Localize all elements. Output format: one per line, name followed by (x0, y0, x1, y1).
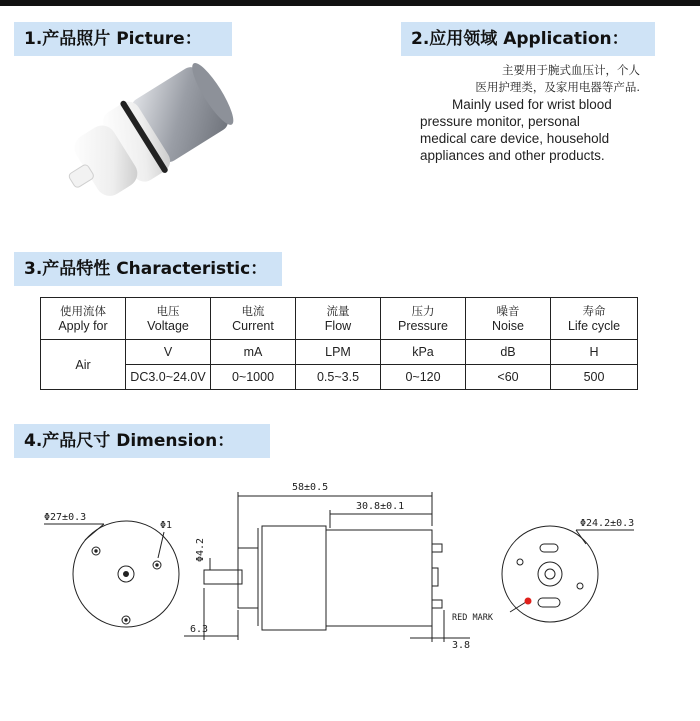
unit-cell: LPM (296, 340, 381, 365)
value-cell: 500 (551, 365, 638, 390)
nozzle-len-label: 6.3 (190, 624, 209, 635)
value-cell: DC3.0~24.0V (126, 365, 211, 390)
application-text (420, 62, 640, 164)
hole-dia-label: Φ1 (160, 520, 173, 531)
app-cn-line-2: 医用护理类，及家用电器等产品. (475, 80, 640, 94)
value-cell: 0~120 (381, 365, 466, 390)
header-pressure: 压力 Pressure (381, 298, 466, 340)
app-en-line-4: appliances and other products. (420, 148, 605, 163)
back-dia-label: Φ24.2±0.3 (580, 518, 635, 529)
front-dia-label: Φ27±0.3 (44, 512, 87, 523)
app-en-line-3: medical care device, household (420, 131, 610, 146)
header-apply-for: 使用流体 Apply for (41, 298, 126, 340)
top-bar (0, 0, 700, 6)
unit-cell: V (126, 340, 211, 365)
red-mark-label: RED MARK (452, 613, 493, 623)
app-cn-line-1: 主要用于腕式血压计，个人 (502, 63, 640, 77)
section-characteristic-title: 3.产品特性 Characteristic： (14, 252, 282, 286)
table-row (41, 340, 638, 365)
red-mark-dot (525, 598, 532, 605)
fluid-cell: Air (41, 340, 126, 390)
table-row (41, 365, 638, 390)
section-picture-title: 1.产品照片 Picture： (14, 22, 232, 56)
header-voltage: 电压 Voltage (126, 298, 211, 340)
terminal-label: 3.8 (452, 640, 471, 651)
unit-cell: H (551, 340, 638, 365)
value-cell: 0~1000 (211, 365, 296, 390)
total-len-label: 58±0.5 (292, 482, 329, 493)
app-en-line-1: Mainly used for wrist blood (452, 97, 612, 112)
table-header-row (41, 298, 638, 340)
spec-table (40, 297, 638, 390)
dimension-drawing (0, 470, 700, 670)
unit-cell: dB (466, 340, 551, 365)
app-en-line-2: pressure monitor, personal (420, 114, 580, 129)
unit-cell: kPa (381, 340, 466, 365)
header-noise: 噪音 Noise (466, 298, 551, 340)
value-cell: 0.5~3.5 (296, 365, 381, 390)
unit-cell: mA (211, 340, 296, 365)
section-dimension-title: 4.产品尺寸 Dimension： (14, 424, 270, 458)
section-application-title: 2.应用领域 Application： (401, 22, 655, 56)
motor-len-label: 30.8±0.1 (356, 501, 405, 512)
header-life-cycle: 寿命 Life cycle (551, 298, 638, 340)
header-flow: 流量 Flow (296, 298, 381, 340)
header-current: 电流 Current (211, 298, 296, 340)
nozzle-dia-label: Φ4.2 (195, 537, 206, 562)
value-cell: <60 (466, 365, 551, 390)
pump-photo (60, 58, 250, 228)
